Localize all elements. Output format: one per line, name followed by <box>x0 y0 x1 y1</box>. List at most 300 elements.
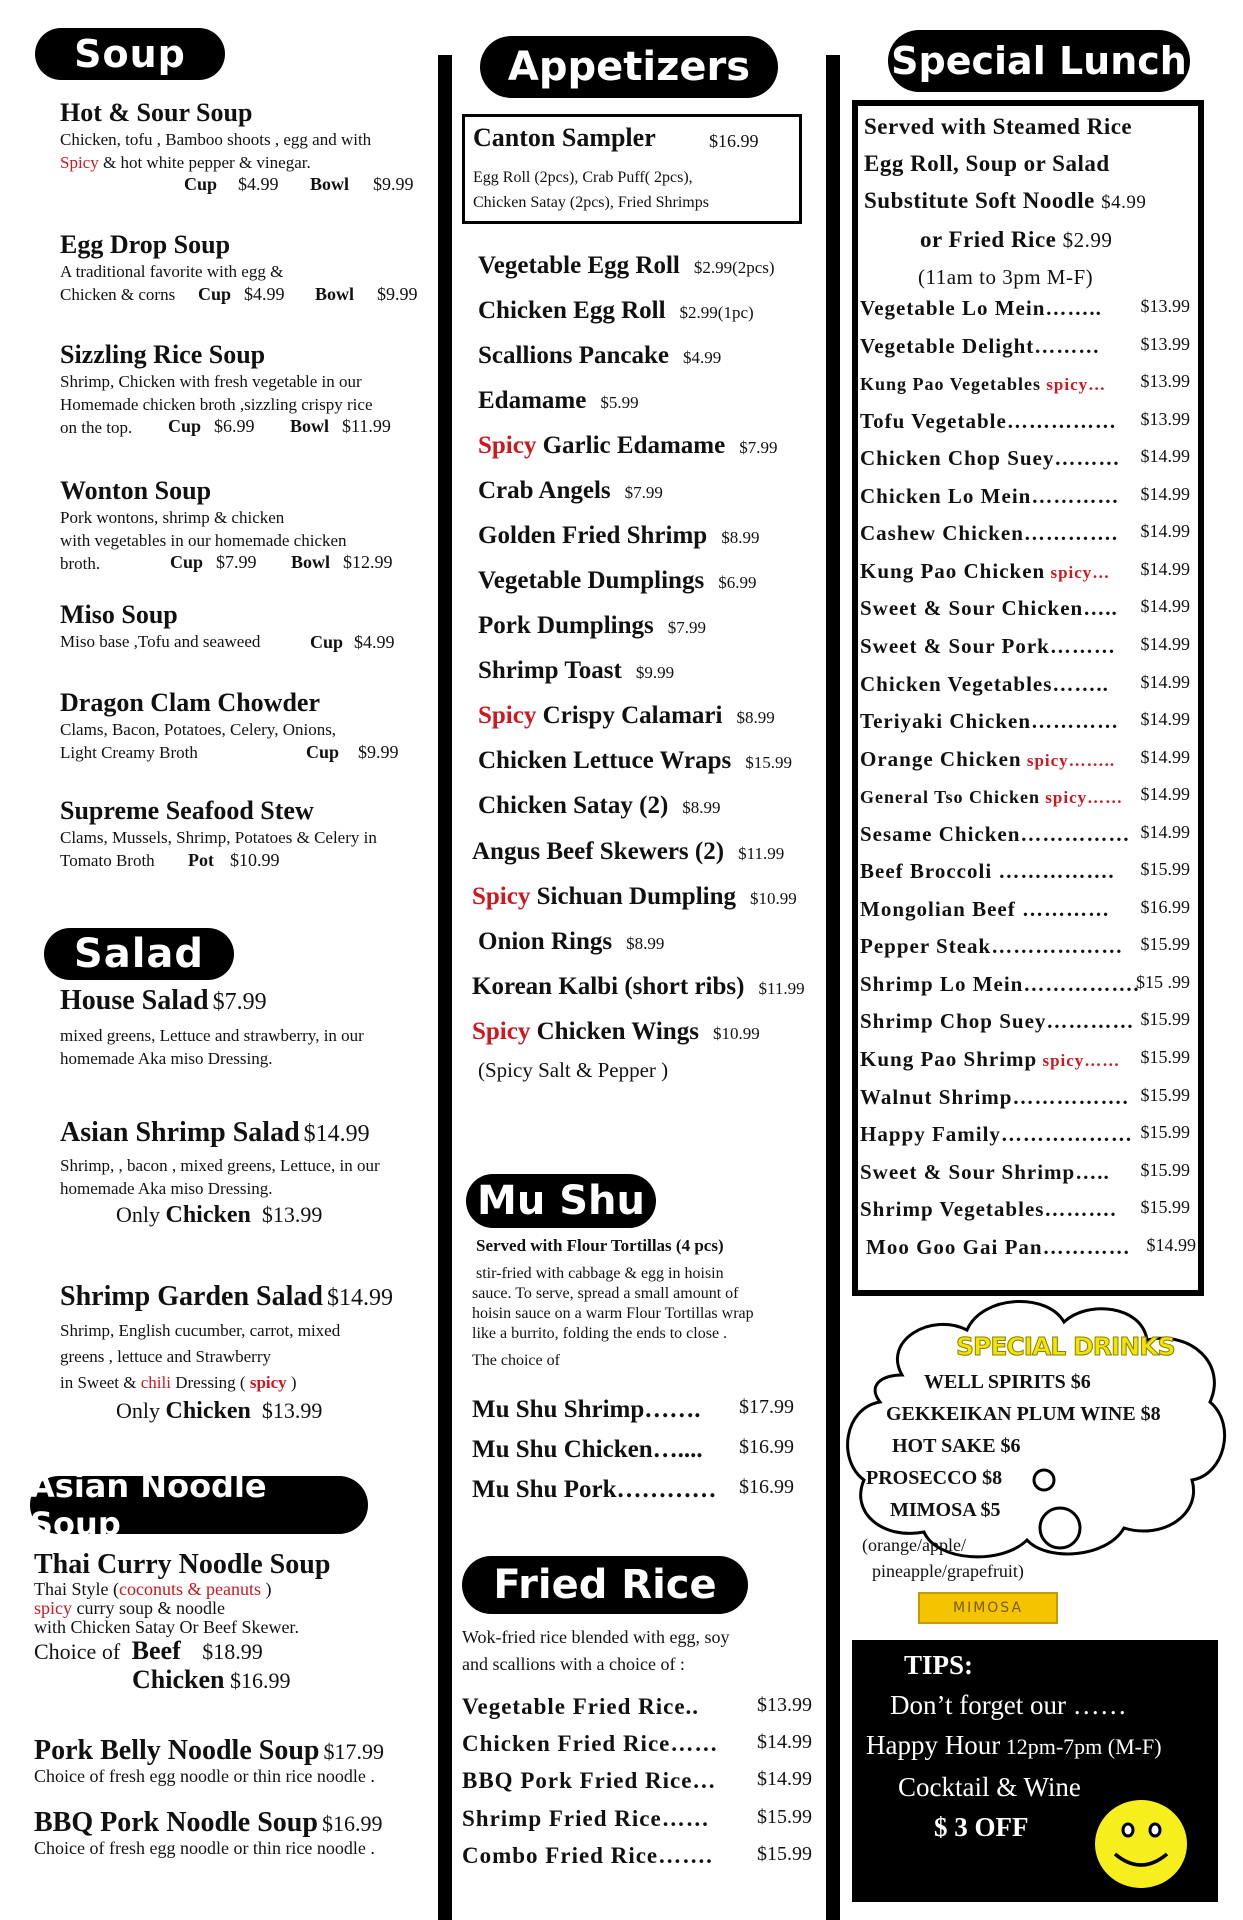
cup-label: Cup <box>306 742 340 762</box>
soup-item-hot-sour <box>60 98 430 174</box>
item-name: Shrimp Lo Mein……………. <box>860 972 1140 996</box>
item-name: Mu Shu Pork………… <box>472 1476 717 1503</box>
item-desc: Miso base ,Tofu and seaweed <box>60 632 261 651</box>
item-price: $2.99(2pcs) <box>693 258 775 277</box>
spicy-label: Spicy <box>472 883 531 910</box>
item-price: $8.99 <box>626 934 665 953</box>
item-price: $17.99 <box>323 1739 384 1764</box>
drinks-title: SPECIAL DRINKS <box>956 1332 1175 1361</box>
appetizer-item <box>478 387 639 415</box>
spicy-label: spicy… <box>1045 563 1111 582</box>
item-name: Sichuan Dumpling <box>530 883 736 910</box>
item-name: Chicken Lettuce Wraps <box>478 747 732 774</box>
item-name: General Tso Chicken <box>860 787 1041 807</box>
friedrice-desc-line: Wok-fried rice blended with egg, soy <box>462 1627 730 1647</box>
item-desc: greens , lettuce and Strawberry <box>60 1347 271 1366</box>
item-desc: Choice of fresh egg noodle or thin rice noodle . <box>34 1838 375 1858</box>
lunch-item <box>860 1085 1190 1110</box>
drink-line: HOT SAKE $6 <box>892 1435 1021 1457</box>
item-desc: Choice of fresh egg noodle or thin rice noodle . <box>34 1766 375 1786</box>
item-price: $13.99 <box>1140 409 1190 429</box>
friedrice-item <box>462 1731 812 1757</box>
spicy-label: spicy <box>34 1598 72 1618</box>
item-price: $8.99 <box>736 708 775 727</box>
spicy-label: Spicy <box>478 702 537 729</box>
item-price: $16.99 <box>1140 897 1190 917</box>
item-price: $7.99 <box>624 483 663 502</box>
item-price: $14.99 <box>757 1731 812 1753</box>
item-price: $7.99 <box>212 989 267 1015</box>
mushu-desc-line: like a burrito, folding the ends to close . <box>472 1325 728 1342</box>
only-price: $13.99 <box>261 1398 323 1423</box>
appetizer-item <box>478 567 756 595</box>
lunch-item <box>860 484 1190 509</box>
appetizer-item <box>478 297 754 325</box>
item-price: $14.99 <box>1140 596 1190 616</box>
sampler-price: $16.99 <box>709 131 759 151</box>
item-name: Supreme Seafood Stew <box>60 796 314 825</box>
drink-note-line: (orange/apple/ <box>862 1535 966 1555</box>
chicken-label: Chicken <box>132 1665 225 1694</box>
lunch-item <box>866 1235 1196 1260</box>
tips-discount: $ 3 OFF <box>934 1812 1029 1842</box>
item-name: Kung Pao Chicken <box>860 559 1046 583</box>
lunch-item <box>860 934 1190 959</box>
item-price: $13.99 <box>1140 371 1190 391</box>
item-price: $14.99 <box>303 1121 370 1147</box>
lunch-item <box>860 1047 1190 1072</box>
item-price: $15.99 <box>1140 1197 1190 1217</box>
lunch-item <box>860 446 1190 471</box>
friedrice-desc-line: and scallions with a choice of : <box>462 1654 685 1674</box>
item-name: Tofu Vegetable…………… <box>860 409 1117 433</box>
mushu-item <box>472 1396 794 1424</box>
bowl-label: Bowl <box>315 284 355 304</box>
friedrice-item <box>462 1768 812 1794</box>
pot-label: Pot <box>188 850 214 870</box>
item-name: Teriyaki Chicken………… <box>860 709 1119 733</box>
item-price: $13.99 <box>757 1694 812 1716</box>
pot-price: $10.99 <box>230 850 280 870</box>
bowl-label: Bowl <box>310 174 350 194</box>
item-name: Shrimp Fried Rice…… <box>462 1806 710 1831</box>
bowl-price: $11.99 <box>342 416 391 436</box>
appetizer-item <box>478 432 777 460</box>
mushu-served: Served with Flour Tortillas (4 pcs) <box>476 1236 724 1255</box>
cup-price: $4.99 <box>354 632 395 652</box>
friedrice-heading: Fried Rice <box>462 1556 748 1614</box>
item-price: $16.99 <box>739 1436 794 1458</box>
item-desc: homemade Aka miso Dressing. <box>60 1049 273 1068</box>
appetizer-item <box>478 792 721 820</box>
soup-heading: Soup <box>35 28 225 80</box>
appetizer-item <box>478 657 674 685</box>
only-item: Chicken <box>165 1202 251 1228</box>
lunch-item <box>860 822 1190 847</box>
item-price: $4.99 <box>683 348 722 367</box>
bowl-label: Bowl <box>291 552 331 572</box>
item-name: Walnut Shrimp……………. <box>860 1085 1129 1109</box>
item-name: Crab Angels <box>478 477 611 504</box>
mushu-item <box>472 1436 794 1464</box>
drinks-note <box>862 1532 1024 1584</box>
smiley-face-icon <box>1093 1796 1189 1892</box>
item-name: Chicken Chop Suey……… <box>860 446 1121 470</box>
item-price: $15 .99 <box>1136 972 1190 992</box>
friedrice-item <box>462 1806 812 1832</box>
lunch-item <box>860 296 1190 321</box>
appetizer-item <box>478 702 775 730</box>
desc-part: in Sweet & <box>60 1373 141 1392</box>
column-divider-right <box>826 55 840 1920</box>
cup-price: $4.99 <box>244 284 285 304</box>
happy-hour-label: Happy Hour <box>866 1730 1001 1760</box>
appetizer-item <box>472 1018 760 1046</box>
lunch-intro-price: $4.99 <box>1101 192 1147 213</box>
item-price: $15.99 <box>757 1806 812 1828</box>
mimosa-badge: MIMOSA <box>918 1592 1058 1624</box>
item-price: $15.99 <box>1140 1085 1190 1105</box>
spicy-label: Spicy <box>60 153 99 172</box>
spicy-label: Spicy <box>478 432 537 459</box>
friedrice-item <box>462 1694 812 1720</box>
happy-hour-time: 12pm-7pm (M-F) <box>1000 1734 1162 1759</box>
item-desc: Chicken & corns <box>60 285 176 304</box>
desc-part: curry soup & noodle <box>72 1598 225 1618</box>
item-name: Chicken Vegetables…….. <box>860 672 1109 696</box>
item-price: $14.99 <box>1140 709 1190 729</box>
item-desc: on the top. <box>60 418 133 437</box>
drink-line: GEKKEIKAN PLUM WINE $8 <box>886 1403 1161 1425</box>
item-name: Crispy Calamari <box>536 702 723 729</box>
item-desc <box>60 1370 440 1396</box>
canton-sampler-box <box>462 114 802 224</box>
item-name: Sizzling Rice Soup <box>60 340 266 369</box>
lunch-intro-price: $2.99 <box>1062 228 1113 252</box>
item-name: Moo Goo Gai Pan………… <box>866 1235 1131 1259</box>
appetizer-item <box>472 883 797 911</box>
lunch-hours: (11am to 3pm M-F) <box>918 265 1094 289</box>
item-name: Vegetable Egg Roll <box>478 252 680 279</box>
tips-line <box>866 1730 1162 1761</box>
item-desc <box>60 151 430 174</box>
item-name: BBQ Pork Fried Rice… <box>462 1768 717 1793</box>
mushu-item <box>472 1476 794 1504</box>
item-price: $15.99 <box>1140 1009 1190 1029</box>
noodle-item-bbq-pork <box>34 1808 444 1859</box>
item-name: Sweet & Sour Pork……… <box>860 634 1116 658</box>
friedrice-desc <box>462 1624 729 1678</box>
item-price: $11.99 <box>758 979 805 998</box>
bowl-price: $9.99 <box>377 284 418 304</box>
noodle-item-pork-belly <box>34 1736 444 1787</box>
item-name: Scallions Pancake <box>478 342 669 369</box>
spicy-label: Spicy <box>472 1018 531 1045</box>
bowl-label: Bowl <box>290 416 330 436</box>
spicy-label: spicy…… <box>1040 788 1124 807</box>
beef-label: Beef <box>131 1636 181 1665</box>
item-name: Garlic Edamame <box>536 432 726 459</box>
item-desc-rest: & hot white pepper & vinegar. <box>98 153 311 172</box>
sampler-name: Canton Sampler <box>473 123 656 152</box>
item-name: Orange Chicken <box>860 747 1022 771</box>
item-name: Mu Shu Shrimp……. <box>472 1396 701 1423</box>
item-name: Vegetable Lo Mein…….. <box>860 296 1102 320</box>
sampler-desc-line: Egg Roll (2pcs), Crab Puff( 2pcs), <box>473 169 693 186</box>
item-name: Beef Broccoli ……………. <box>860 859 1115 883</box>
item-name: Golden Fried Shrimp <box>478 522 708 549</box>
item-desc: mixed greens, Lettuce and strawberry, in our <box>60 1026 364 1045</box>
item-name: Miso Soup <box>60 600 178 629</box>
item-price: $14.99 <box>326 1285 393 1311</box>
appetizer-item <box>478 477 663 505</box>
lunch-item <box>860 634 1190 659</box>
item-name: Dragon Clam Chowder <box>60 688 320 717</box>
tips-title: TIPS: <box>904 1650 974 1680</box>
appetizer-item <box>478 342 721 370</box>
item-price: $14.99 <box>1140 484 1190 504</box>
cup-price: $7.99 <box>216 552 257 572</box>
item-name: Kung Pao Shrimp <box>860 1047 1038 1071</box>
item-price: $15.99 <box>757 1843 812 1865</box>
item-price: $2.99(1pc) <box>679 303 754 322</box>
chicken-price: $16.99 <box>229 1668 291 1693</box>
lunch-item <box>860 559 1190 584</box>
only-price: $13.99 <box>261 1202 323 1227</box>
item-price: $8.99 <box>682 798 721 817</box>
item-price: $15.99 <box>1140 1122 1190 1142</box>
appetizer-item <box>478 252 775 280</box>
item-desc: Tomato Broth <box>60 851 155 870</box>
item-price: $6.99 <box>718 573 757 592</box>
lunch-item <box>860 1122 1190 1147</box>
item-name: Chicken Fried Rice…… <box>462 1731 719 1756</box>
lunch-item <box>860 409 1190 434</box>
item-price: $5.99 <box>600 393 639 412</box>
lunch-item <box>860 972 1190 997</box>
item-name: Vegetable Fried Rice.. <box>462 1694 700 1719</box>
item-name: Pork Dumplings <box>478 612 654 639</box>
column-divider-left <box>438 55 452 1920</box>
item-name: Vegetable Delight……… <box>860 334 1101 358</box>
appetizer-item <box>472 973 805 1001</box>
item-price: $14.99 <box>1140 634 1190 654</box>
item-name: Shrimp Chop Suey………… <box>860 1009 1135 1033</box>
desc-part: Thai Style ( <box>34 1579 119 1599</box>
bowl-price: $9.99 <box>373 174 414 194</box>
item-price: $13.99 <box>1140 296 1190 316</box>
item-name: Happy Family……………… <box>860 1122 1133 1146</box>
item-price: $14.99 <box>757 1768 812 1790</box>
item-name: Thai Curry Noodle Soup <box>34 1549 331 1580</box>
item-name: Pork Belly Noodle Soup <box>34 1735 320 1766</box>
item-name: Cashew Chicken…………. <box>860 521 1119 545</box>
lunch-item <box>860 784 1190 809</box>
lunch-item <box>860 859 1190 884</box>
cup-price: $9.99 <box>358 742 399 762</box>
item-price: $15.99 <box>1140 1047 1190 1067</box>
lunch-item <box>860 672 1190 697</box>
item-name: Chicken Lo Mein………… <box>860 484 1120 508</box>
cup-label: Cup <box>198 284 232 304</box>
lunch-item <box>860 371 1190 396</box>
cup-price: $6.99 <box>214 416 255 436</box>
item-desc: A traditional favorite with egg & <box>60 262 284 281</box>
drink-line: MIMOSA $5 <box>890 1499 1001 1521</box>
lunch-intro-line: Served with Steamed Rice <box>864 114 1133 139</box>
lunch-item <box>860 334 1190 359</box>
item-name: Hot & Sour Soup <box>60 98 253 127</box>
friedrice-item <box>462 1843 812 1869</box>
item-price: $15.99 <box>1140 859 1190 879</box>
item-name: Edamame <box>478 387 587 414</box>
item-price: $14.99 <box>1140 672 1190 692</box>
item-price: $11.99 <box>738 844 785 863</box>
desc-part: ) <box>260 1579 272 1599</box>
tips-line: Don’t forget our …… <box>890 1690 1127 1720</box>
item-price: $9.99 <box>635 663 675 682</box>
item-price: $16.99 <box>321 1811 383 1836</box>
item-desc: broth. <box>60 554 101 573</box>
salad-heading: Salad <box>44 928 234 980</box>
item-name: Pepper Steak……………… <box>860 934 1124 958</box>
spicy-label: spicy…… <box>1037 1051 1121 1070</box>
noodle-item-thai-curry <box>34 1550 434 1695</box>
salad-item-house <box>60 986 440 1070</box>
item-desc: Clams, Mussels, Shrimp, Potatoes & Celery in <box>60 828 377 847</box>
chili-label: chili <box>140 1373 171 1392</box>
item-name: Angus Beef Skewers (2) <box>472 838 725 865</box>
wings-note: (Spicy Salt & Pepper ) <box>478 1058 669 1082</box>
cup-label: Cup <box>170 552 204 572</box>
spicy-label: spicy <box>249 1373 287 1392</box>
item-name: House Salad <box>60 985 209 1016</box>
sampler-desc <box>473 165 709 215</box>
cup-label: Cup <box>168 416 202 436</box>
item-name: Combo Fried Rice……. <box>462 1843 713 1868</box>
lunch-item <box>860 897 1190 922</box>
salad-item-asian-shrimp <box>60 1118 440 1229</box>
appetizer-item <box>478 612 706 640</box>
item-name: BBQ Pork Noodle Soup <box>34 1807 318 1838</box>
mushu-desc-line: sauce. To serve, spread a small amount of <box>472 1285 739 1302</box>
lunch-item <box>860 596 1190 621</box>
lunch-heading: Special Lunch <box>888 30 1190 92</box>
item-desc: Shrimp, , bacon , mixed greens, Lettuce, in our <box>60 1156 380 1175</box>
item-price: $15.99 <box>745 753 792 772</box>
beef-price: $18.99 <box>202 1639 263 1664</box>
lunch-item <box>860 521 1190 546</box>
item-desc: Clams, Bacon, Potatoes, Celery, Onions, <box>60 720 337 739</box>
item-desc: Shrimp, English cucumber, carrot, mixed <box>60 1321 341 1340</box>
item-price: $14.99 <box>1146 1235 1196 1255</box>
item-desc <box>34 1599 434 1618</box>
item-name: Chicken Wings <box>530 1018 699 1045</box>
sampler-desc-line: Chicken Satay (2pcs), Fried Shrimps <box>473 194 709 211</box>
item-name: Kung Pao Vegetables <box>860 374 1042 394</box>
item-name: Korean Kalbi (short ribs) <box>472 973 745 1000</box>
appetizer-item <box>478 522 759 550</box>
tips-line: Cocktail & Wine <box>898 1772 1081 1802</box>
mushu-heading: Mu Shu <box>466 1174 656 1228</box>
item-name: Sweet & Sour Chicken….. <box>860 596 1118 620</box>
item-price: $7.99 <box>739 438 778 457</box>
spicy-label: spicy… <box>1041 375 1107 394</box>
item-price: $16.99 <box>739 1476 794 1498</box>
item-price: $14.99 <box>1140 446 1190 466</box>
item-price: $17.99 <box>739 1396 794 1418</box>
desc-part: ) <box>286 1373 297 1392</box>
lunch-item <box>860 1160 1190 1185</box>
cup-label: Cup <box>310 632 344 652</box>
item-price: $14.99 <box>1140 784 1190 804</box>
salad-item-shrimp-garden <box>60 1282 440 1425</box>
item-name: Chicken Satay (2) <box>478 792 669 819</box>
cup-price: $4.99 <box>238 174 279 194</box>
appetizer-item <box>478 928 664 956</box>
mushu-desc-line: hoisin sauce on a warm Flour Tortillas wrap <box>472 1305 754 1322</box>
lunch-intro <box>864 108 1194 296</box>
item-price: $14.99 <box>1140 521 1190 541</box>
item-name: Sesame Chicken…………… <box>860 822 1131 846</box>
appetizers-heading: Appetizers <box>480 36 778 98</box>
item-price: $8.99 <box>721 528 760 547</box>
mushu-choice: The choice of <box>472 1352 560 1369</box>
only-item: Chicken <box>165 1398 251 1424</box>
item-desc <box>34 1580 434 1599</box>
only-label: Only <box>116 1398 160 1423</box>
item-name: Shrimp Garden Salad <box>60 1281 323 1312</box>
item-desc: homemade Aka miso Dressing. <box>60 1179 273 1198</box>
drink-note-line: pineapple/grapefruit) <box>872 1561 1024 1581</box>
item-name: Shrimp Vegetables………. <box>860 1197 1117 1221</box>
choice-label: Choice of <box>34 1639 121 1664</box>
item-desc: Shrimp, Chicken with fresh vegetable in our <box>60 372 362 391</box>
item-name: Asian Shrimp Salad <box>60 1117 300 1148</box>
item-price: $10.99 <box>750 889 797 908</box>
item-price: $15.99 <box>1140 1160 1190 1180</box>
item-name: Shrimp Toast <box>478 657 622 684</box>
only-label: Only <box>116 1202 160 1227</box>
lunch-intro-line: or Fried Rice <box>920 227 1057 252</box>
drink-line: PROSECCO $8 <box>866 1467 1003 1489</box>
item-name: Onion Rings <box>478 928 613 955</box>
drink-line: WELL SPIRITS $6 <box>924 1371 1091 1393</box>
item-name: Wonton Soup <box>60 476 212 505</box>
item-price: $15.99 <box>1140 934 1190 954</box>
drinks-list <box>860 1366 1161 1526</box>
bowl-price: $12.99 <box>343 552 393 572</box>
spicy-label: spicy…….. <box>1021 751 1116 770</box>
item-price: $7.99 <box>667 618 706 637</box>
item-desc: Chicken, tofu , Bamboo shoots , egg and with <box>60 130 372 149</box>
lunch-intro-line: Substitute Soft Noodle <box>864 188 1095 213</box>
item-desc: Light Creamy Broth <box>60 743 198 762</box>
lunch-intro-line: Egg Roll, Soup or Salad <box>864 151 1110 176</box>
lunch-item <box>860 1009 1190 1034</box>
lunch-item <box>860 747 1190 772</box>
item-price: $14.99 <box>1140 747 1190 767</box>
lunch-item <box>860 709 1190 734</box>
item-desc: with Chicken Satay Or Beef Skewer. <box>34 1617 299 1637</box>
mushu-desc-line: stir-fried with cabbage & egg in hoisin <box>476 1265 724 1282</box>
item-name: Mongolian Beef ………… <box>860 897 1110 921</box>
item-price: $14.99 <box>1140 559 1190 579</box>
noodle-heading: Asian Noodle Soup <box>30 1476 368 1534</box>
item-name: Chicken Egg Roll <box>478 297 666 324</box>
item-price: $13.99 <box>1140 334 1190 354</box>
desc-part: Dressing ( <box>170 1373 250 1392</box>
